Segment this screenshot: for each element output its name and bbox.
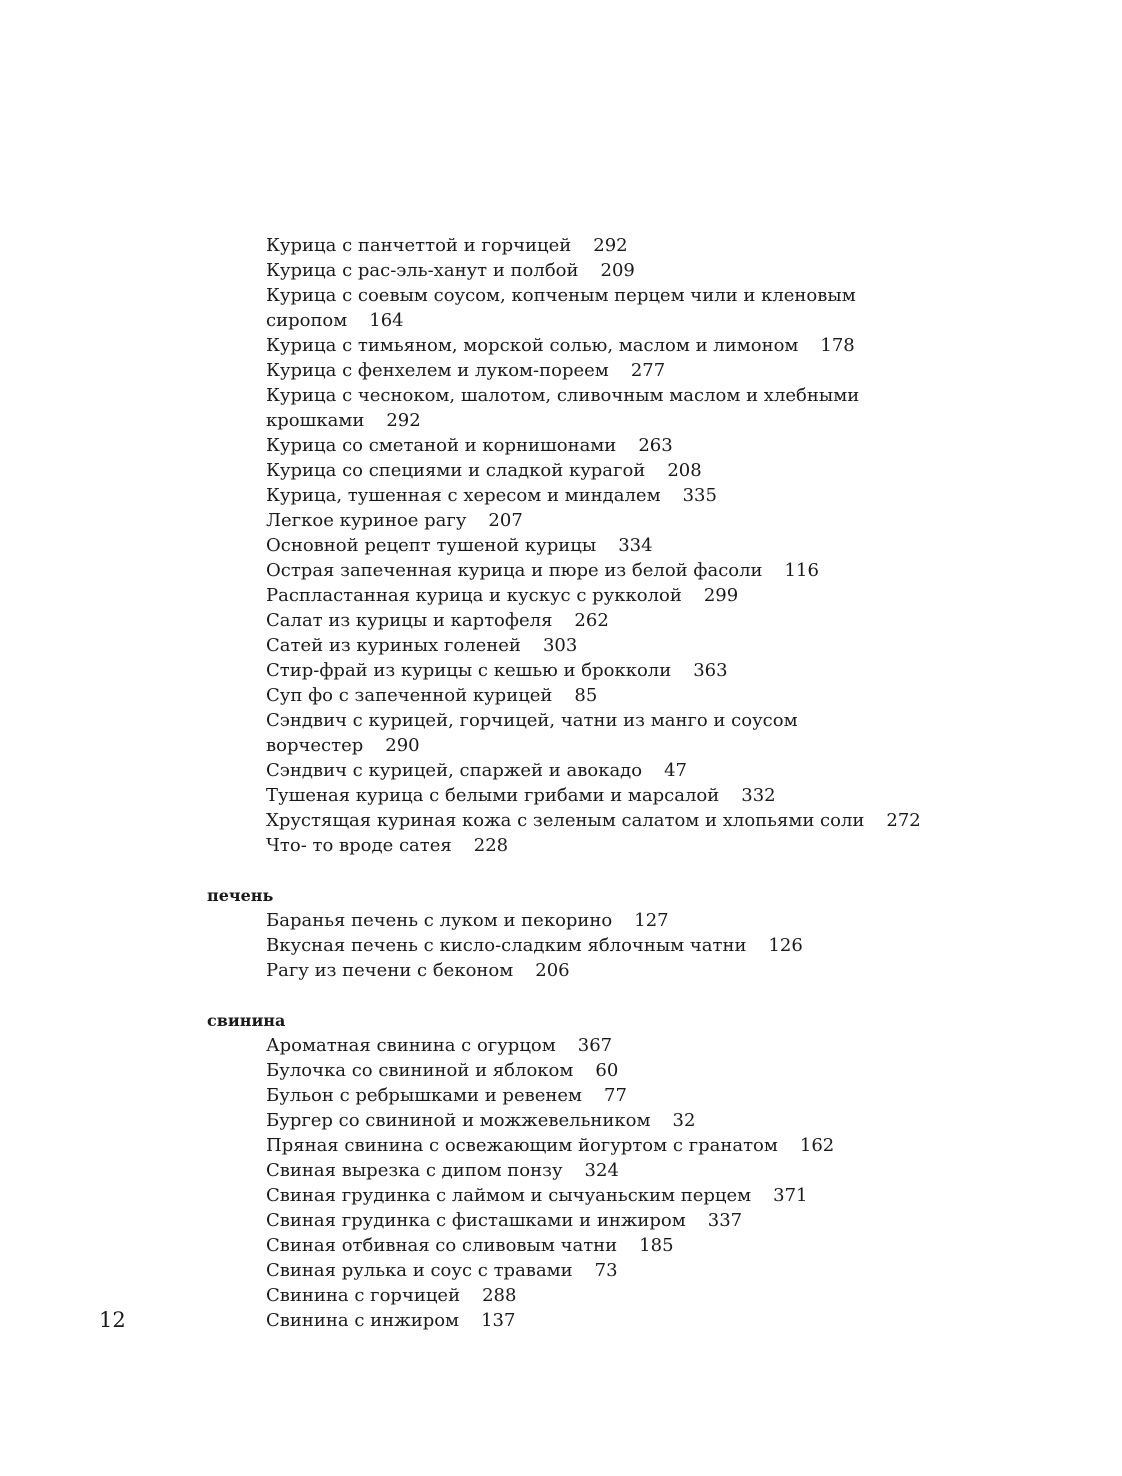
index-entry <box>0 508 1122 533</box>
entry-title: Бургер со свининой и можжевельником <box>266 1110 651 1131</box>
entry-page-number: 77 <box>604 1085 627 1106</box>
entry-title: Суп фо с запеченной курицей <box>266 685 553 706</box>
index-entry <box>0 708 1122 733</box>
index-entry <box>0 1133 1122 1158</box>
entry-page-number: 290 <box>385 735 420 756</box>
index-entry <box>0 808 1122 833</box>
section-heading-text: свинина <box>207 1011 286 1030</box>
entry-title: Свинина с горчицей <box>266 1285 461 1306</box>
entry-title: Пряная свинина с освежающим йогуртом с гранатом <box>266 1135 778 1156</box>
entry-title: Ароматная свинина с огурцом <box>266 1035 556 1056</box>
entry-page-number: 334 <box>618 535 653 556</box>
entry-page-number: 137 <box>481 1310 516 1331</box>
entry-page-number: 277 <box>630 360 666 381</box>
section-heading <box>0 883 1122 908</box>
index-entry-continuation <box>0 308 1122 333</box>
section-heading-text: печень <box>207 886 274 905</box>
index-entry <box>0 1158 1122 1183</box>
entry-title: Курица со сметаной и корнишонами <box>266 435 617 456</box>
entry-title: Основной рецепт тушеной курицы <box>266 535 597 556</box>
index-entry <box>0 633 1122 658</box>
entry-page-number: 85 <box>574 685 598 706</box>
index-entry <box>0 1183 1122 1208</box>
entry-title: Тушеная курица с белыми грибами и марсалой <box>266 785 720 806</box>
index-entry <box>0 683 1122 708</box>
index-entry <box>0 908 1122 933</box>
entry-page-number: 292 <box>386 410 421 431</box>
entry-title: Курица с панчеттой и горчицей <box>266 235 572 256</box>
entry-page-number: 288 <box>482 1285 517 1306</box>
index-entry <box>0 1258 1122 1283</box>
section-spacer <box>0 858 1122 883</box>
entry-title: Курица с чесноком, шалотом, сливочным маслом и хлебными <box>266 385 860 406</box>
index-entry <box>0 533 1122 558</box>
index-entry <box>0 783 1122 808</box>
index-entry <box>0 233 1122 258</box>
entry-page-number: 116 <box>784 560 819 581</box>
entry-title: крошками <box>266 410 365 431</box>
index-entry <box>0 383 1122 408</box>
index-entry <box>0 1308 1122 1333</box>
entry-page-number: 272 <box>886 810 921 831</box>
entry-title: Сэндвич с курицей, спаржей и авокадо <box>266 760 643 781</box>
entry-page-number: 371 <box>773 1185 808 1206</box>
entry-page-number: 207 <box>488 510 523 531</box>
entry-title: Баранья печень с луком и пекорино <box>266 910 613 931</box>
index-entry <box>0 283 1122 308</box>
entry-page-number: 363 <box>693 660 728 681</box>
entry-page-number: 262 <box>574 610 609 631</box>
entry-title: Курица со специями и сладкой курагой <box>266 460 646 481</box>
entry-page-number: 292 <box>593 235 628 256</box>
entry-title: Хрустящая куриная кожа с зеленым салатом и хлопьями соли <box>266 810 865 831</box>
entry-title: Бульон с ребрышками и ревенем <box>266 1085 583 1106</box>
entry-title: Свиная рулька и соус с травами <box>266 1260 573 1281</box>
entry-page-number: 228 <box>473 835 509 856</box>
entry-title: Курица с соевым соусом, копченым перцем чили и кленовым <box>266 285 856 306</box>
entry-title: Курица с тимьяном, морской солью, маслом и лимоном <box>266 335 799 356</box>
page-number: 12 <box>99 1308 126 1332</box>
entry-title: сиропом <box>266 310 348 331</box>
index-entry <box>0 1208 1122 1233</box>
index-entry <box>0 1108 1122 1133</box>
index-entry <box>0 583 1122 608</box>
entry-page-number: 126 <box>768 935 803 956</box>
index-entry <box>0 758 1122 783</box>
index-entry <box>0 1283 1122 1308</box>
entry-page-number: 208 <box>667 460 702 481</box>
index-entry-continuation <box>0 733 1122 758</box>
entry-page-number: 332 <box>741 785 776 806</box>
entry-title: Что- то вроде сатея <box>266 835 452 856</box>
index-entry <box>0 1083 1122 1108</box>
index-entry <box>0 1058 1122 1083</box>
entry-page-number: 185 <box>639 1235 674 1256</box>
entry-page-number: 337 <box>707 1210 743 1231</box>
index-entry-continuation <box>0 408 1122 433</box>
entry-title: Рагу из печени с беконом <box>266 960 514 981</box>
index-entry <box>0 658 1122 683</box>
index-entry <box>0 358 1122 383</box>
index-entry <box>0 958 1122 983</box>
entry-page-number: 209 <box>600 260 635 281</box>
entry-title: Острая запеченная курица и пюре из белой фасоли <box>266 560 763 581</box>
entry-title: Вкусная печень с кисло-сладким яблочным чатни <box>266 935 747 956</box>
entry-page-number: 60 <box>595 1060 619 1081</box>
entry-page-number: 299 <box>703 585 739 606</box>
index-entries <box>0 233 1122 1333</box>
entry-title: Свиная грудинка с фисташками и инжиром <box>266 1210 686 1231</box>
entry-title: Свиная грудинка с лаймом и сычуаньским перцем <box>266 1185 752 1206</box>
entry-title: Свиная отбивная со сливовым чатни <box>266 1235 618 1256</box>
entry-page-number: 335 <box>682 485 717 506</box>
entry-page-number: 127 <box>634 910 669 931</box>
entry-page-number: 263 <box>638 435 673 456</box>
entry-title: Сатей из куриных голеней <box>266 635 521 656</box>
entry-title: Булочка со свининой и яблоком <box>266 1060 574 1081</box>
entry-title: Стир-фрай из курицы с кешью и брокколи <box>266 660 672 681</box>
index-entry <box>0 833 1122 858</box>
entry-title: Свиная вырезка с дипом понзу <box>266 1160 563 1181</box>
entry-page-number: 324 <box>584 1160 619 1181</box>
section-spacer <box>0 983 1122 1008</box>
entry-page-number: 32 <box>672 1110 696 1131</box>
index-entry <box>0 558 1122 583</box>
entry-title: Свинина с инжиром <box>266 1310 460 1331</box>
entry-page-number: 303 <box>542 635 578 656</box>
section-heading <box>0 1008 1122 1033</box>
entry-page-number: 73 <box>594 1260 618 1281</box>
entry-page-number: 164 <box>369 310 404 331</box>
index-entry <box>0 258 1122 283</box>
index-entry <box>0 333 1122 358</box>
index-entry <box>0 933 1122 958</box>
index-entry <box>0 608 1122 633</box>
index-entry <box>0 1033 1122 1058</box>
index-entry <box>0 433 1122 458</box>
index-entry <box>0 483 1122 508</box>
entry-title: Легкое куриное рагу <box>266 510 467 531</box>
entry-page-number: 206 <box>535 960 570 981</box>
index-entry <box>0 1233 1122 1258</box>
entry-title: Курица с фенхелем и луком-пореем <box>266 360 609 381</box>
entry-title: ворчестер <box>266 735 364 756</box>
entry-title: Распластанная курица и кускус с рукколой <box>266 585 682 606</box>
entry-title: Курица с рас-эль-ханут и полбой <box>266 260 579 281</box>
entry-title: Курица, тушенная с хересом и миндалем <box>266 485 661 506</box>
entry-page-number: 47 <box>664 760 688 781</box>
index-entry <box>0 458 1122 483</box>
entry-title: Сэндвич с курицей, горчицей, чатни из манго и соусом <box>266 710 798 731</box>
entry-page-number: 367 <box>577 1035 613 1056</box>
entry-title: Салат из курицы и картофеля <box>266 610 553 631</box>
entry-page-number: 178 <box>820 335 855 356</box>
entry-page-number: 162 <box>799 1135 835 1156</box>
